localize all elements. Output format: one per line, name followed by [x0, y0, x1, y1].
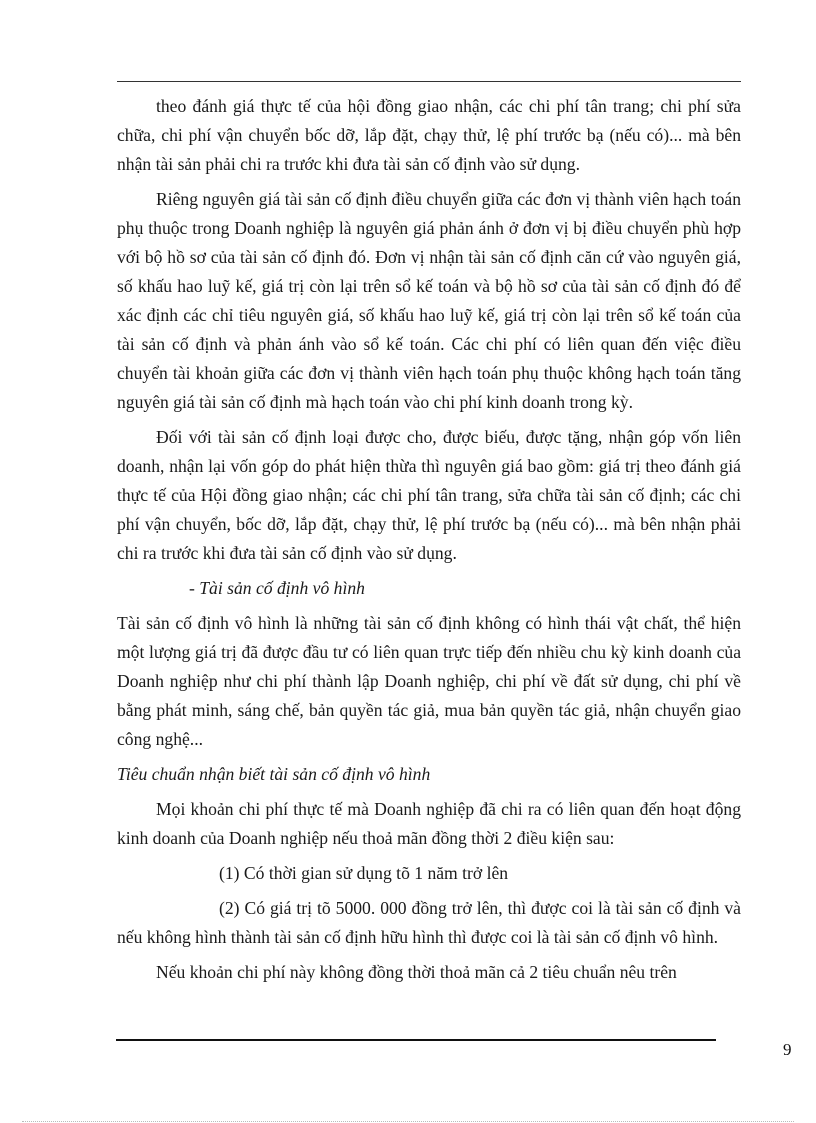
- footer-rule: [116, 1039, 716, 1041]
- page-body: [117, 92, 741, 993]
- paragraph-not-satisfied: Nếu khoản chi phí này không đồng thời thoả mãn cả 2 tiêu chuẩn nêu trên: [156, 962, 677, 982]
- paragraph-criteria-intro: Mọi khoản chi phí thực tế mà Doanh nghiệp đã chi ra có liên quan đến hoạt động kinh doanh của Doanh nghiệp nếu thoả mãn đồng thời 2 điều kiện sau:: [117, 799, 741, 848]
- criteria-item-2: (2) Có giá trị tõ 5000. 000 đồng trở lên, thì được coi là tài sản cố định và nếu không hình thành tài sản cố định hữu hình thì được coi là tài sản cố định vô hình.: [117, 898, 741, 947]
- heading-recognition-criteria: Tiêu chuẩn nhận biết tài sản cố định vô hình: [117, 764, 431, 784]
- paragraph-internal-transfer: Riêng nguyên giá tài sản cố định điều chuyển giữa các đơn vị thành viên hạch toán phụ thuộc trong Doanh nghiệp là nguyên giá phản ánh ở đơn vị bị điều chuyển phù hợp với bộ hồ sơ của tài sản cố định đó. Đơn vị nhận tài sản cố định căn cứ vào nguyên giá, số khấu hao luỹ kế, giá trị còn lại trên sổ kế toán và bộ hồ sơ của tài sản cố định đó để xác định các chỉ tiêu nguyên giá, số khấu hao luỹ kế, giá trị còn lại trên sổ kế toán của tài sản cố định và phản ánh vào sổ kế toán. Các chi phí có liên quan đến việc điều chuyển tài khoản giữa các đơn vị thành viên hạch toán phụ thuộc không hạch toán tăng nguyên giá tài sản cố định mà hạch toán vào chi phí kinh doanh trong kỳ.: [117, 189, 741, 412]
- criteria-item-1: (1) Có thời gian sử dụng tõ 1 năm trở lên: [219, 863, 509, 883]
- paragraph-donated-assets: Đối với tài sản cố định loại được cho, được biếu, được tặng, nhận góp vốn liên doanh, nhận lại vốn góp do phát hiện thừa thì nguyên giá bao gồm: giá trị theo đánh giá thực tế của Hội đồng giao nhận; các chi phí tân trang, sửa chữa tài sản cố định; các chi phí vận chuyển, bốc dỡ, lắp đặt, chạy thử, lệ phí trước bạ (nếu có)... mà bên nhận phải chi ra trước khi đưa tài sản cố định vào sử dụng.: [117, 427, 741, 563]
- paragraph-intangible-definition: Tài sản cố định vô hình là những tài sản cố định không có hình thái vật chất, thể hiện một lượng giá trị đã được đầu tư có liên quan trực tiếp đến nhiều chu kỳ kinh doanh của Doanh nghiệp như chi phí thành lập Doanh nghiệp, chi phí về đất sử dụng, chi phí về bằng phát minh, sáng chế, bản quyền tác giả, mua bản quyền tác giả, nhận chuyển giao công nghệ...: [117, 613, 741, 749]
- paragraph-valuation-continued: theo đánh giá thực tế của hội đồng giao nhận, các chi phí tân trang; chi phí sửa chữa, chi phí vận chuyển bốc dỡ, lắp đặt, chạy thử, lệ phí trước bạ (nếu có)... mà bên nhận tài sản phải chi ra trước khi đưa tài sản cố định vào sử dụng.: [117, 96, 741, 174]
- page-bottom-border: [22, 1121, 794, 1122]
- header-rule: [117, 81, 741, 82]
- page-number: 9: [783, 1040, 792, 1059]
- heading-intangible-assets: - Tài sản cố định vô hình: [189, 578, 365, 598]
